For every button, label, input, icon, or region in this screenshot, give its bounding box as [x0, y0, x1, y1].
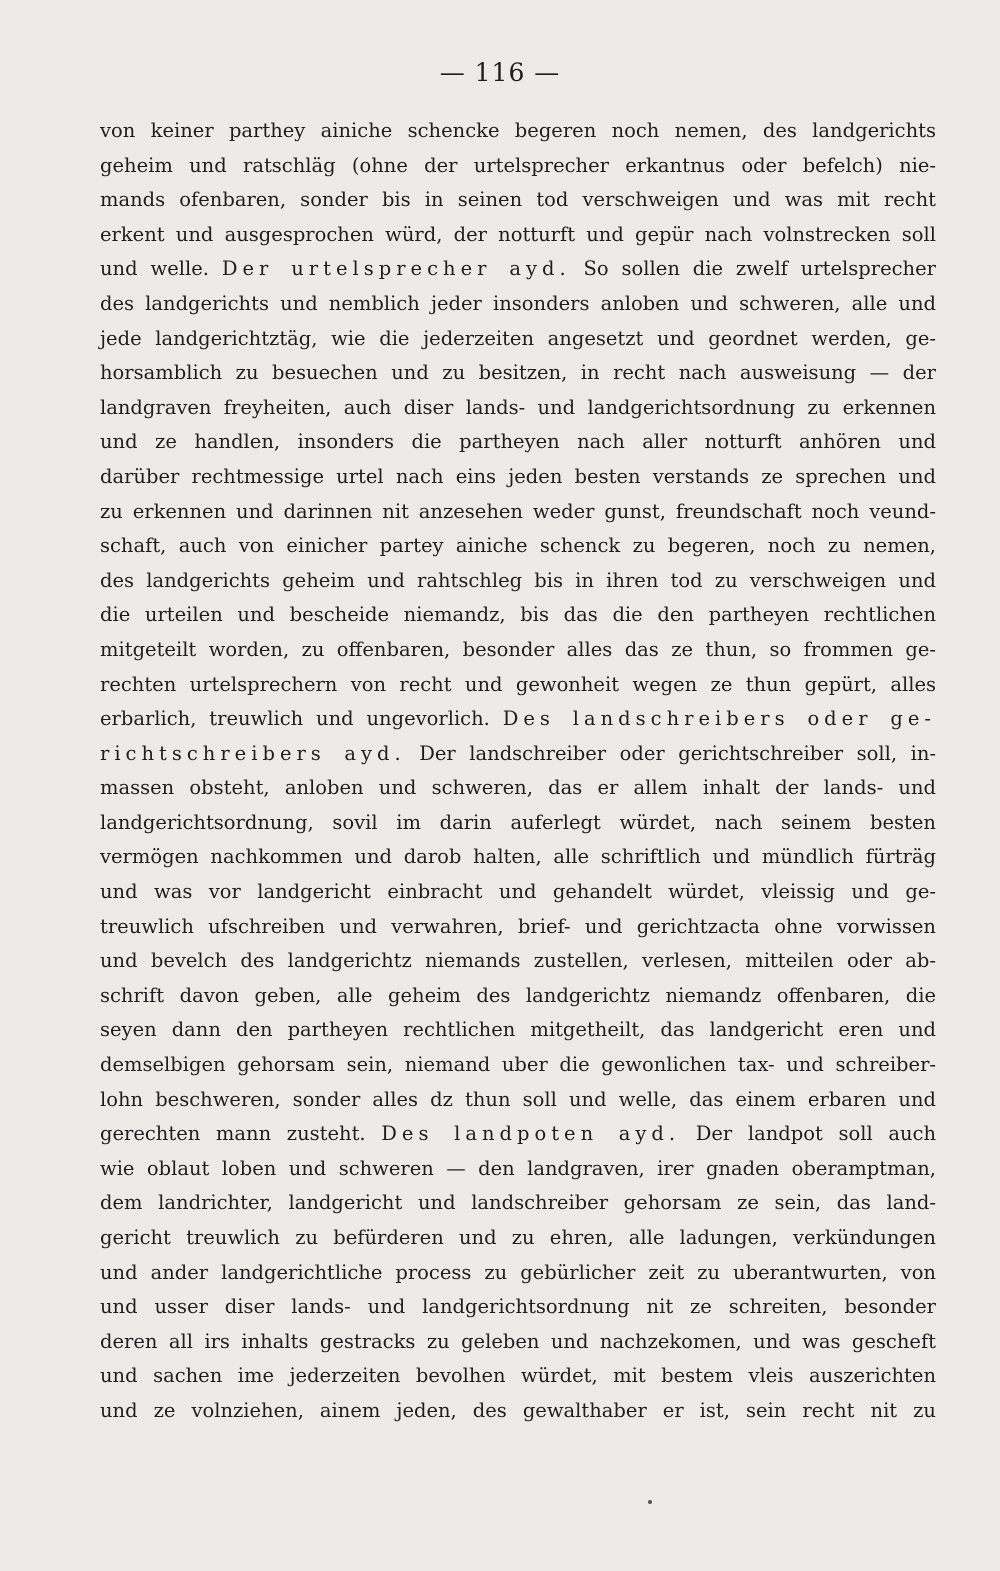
text-segment: mitgeteilt worden, zu offenbaren, besonder alles das ze thun, so frommen ge- [100, 637, 936, 661]
text-segment: demselbigen gehorsam sein, niemand uber die gewonlichen tax- und schreiber- [100, 1053, 936, 1077]
text-line [100, 252, 936, 287]
text-segment: wie oblaut loben und schweren — den landgraven, irer gnaden oberamptman, [100, 1156, 936, 1180]
text-segment: und ander landgerichtliche process zu gebürlicher zeit zu uberantwurten, von [100, 1260, 936, 1284]
text-segment: und sachen ime jederzeiten bevolhen würdet, mit bestem vleis auszerichten [100, 1364, 936, 1388]
text-line [100, 1117, 936, 1152]
text-line [100, 1290, 936, 1325]
text-line [100, 564, 936, 599]
text-line [100, 495, 936, 530]
spaced-heading: Des landschreibers oder ge- [502, 707, 936, 731]
text-segment: massen obsteht, anloben und schweren, das er allem inhalt der lands- und [100, 776, 936, 800]
text-segment: dem landrichter, landgericht und landschreiber gehorsam ze sein, das land- [100, 1191, 936, 1215]
text-segment: landgerichtsordnung, sovil im darin auferlegt würdet, nach seinem besten [100, 810, 936, 834]
text-line [100, 1359, 936, 1394]
print-speck [648, 1500, 652, 1504]
text-segment: seyen dann den partheyen rechtlichen mitgetheilt, das landgericht eren und [100, 1018, 936, 1042]
text-line [100, 737, 936, 772]
text-line [100, 1083, 936, 1118]
text-line [100, 1325, 936, 1360]
text-line [100, 1152, 936, 1187]
text-segment: landgraven freyheiten, auch diser lands- und landgerichtsordnung zu erkennen [100, 395, 936, 419]
text-line [100, 391, 936, 426]
spaced-heading: richtschreibers ayd. [100, 741, 406, 765]
text-line [100, 1394, 936, 1429]
text-line [100, 633, 936, 668]
text-line [100, 771, 936, 806]
text-segment: und bevelch des landgerichtz niemands zustellen, verlesen, mitteilen oder ab- [100, 949, 936, 973]
text-segment: Der landschreiber oder gerichtschreiber soll, in- [405, 741, 936, 765]
text-segment: des landgerichts und nemblich jeder insonders anloben und schweren, alle und [100, 291, 936, 315]
text-line [100, 1186, 936, 1221]
text-line [100, 1048, 936, 1083]
text-line [100, 322, 936, 357]
text-segment: und ze handlen, insonders die partheyen nach aller notturft anhören und [100, 430, 936, 454]
text-segment: und was vor landgericht einbracht und gehandelt würdet, vleissig und ge- [100, 880, 936, 904]
text-segment: und usser diser lands- und landgerichtsordnung nit ze schreiten, besonder [100, 1295, 936, 1319]
text-segment: rechten urtelsprechern von recht und gewonheit wegen ze thun gepürt, alles [100, 672, 936, 696]
text-line [100, 1221, 936, 1256]
text-segment: erbarlich, treuwlich und ungevorlich. [100, 707, 503, 731]
text-line [100, 529, 936, 564]
text-line [100, 702, 936, 737]
text-segment: gericht treuwlich zu befürderen und zu ehren, alle ladungen, verkündungen [100, 1226, 936, 1249]
text-segment: erkent und ausgesprochen würd, der notturft und gepür nach volnstrecken soll [100, 222, 936, 246]
body-text [100, 114, 936, 1429]
text-segment: So sollen die zwelf urtelsprecher [570, 257, 936, 281]
text-line [100, 806, 936, 841]
text-segment: deren all irs inhalts gestracks zu geleben und nachzekomen, und was gescheft [100, 1329, 936, 1353]
text-segment: gerechten mann zusteht. [100, 1122, 382, 1146]
spaced-heading: Der urtelsprecher ayd. [221, 257, 571, 281]
text-line [100, 425, 936, 460]
text-segment: jede landgerichtztäg, wie die jederzeiten angesetzt und geordnet werden, ge- [100, 326, 936, 350]
text-line [100, 287, 936, 322]
text-line [100, 979, 936, 1014]
text-line [100, 356, 936, 391]
text-segment: des landgerichts geheim und rahtschleg bis in ihren tod zu verschweigen und [100, 568, 936, 592]
text-line [100, 668, 936, 703]
text-segment: und ze volnziehen, ainem jeden, des gewalthaber er ist, sein recht nit zu [100, 1398, 936, 1422]
text-line [100, 598, 936, 633]
text-segment: lohn beschweren, sonder alles dz thun soll und welle, das einem erbaren und [100, 1087, 936, 1111]
text-segment: von keiner parthey ainiche schencke begeren noch nemen, des landgerichts [100, 119, 936, 142]
text-segment: geheim und ratschläg (ohne der urtelsprecher erkantnus oder befelch) nie- [100, 153, 936, 177]
page-number: — 116 — [439, 58, 561, 87]
text-line [100, 218, 936, 253]
text-segment: horsamblich zu besuechen und zu besitzen, in recht nach ausweisung — der [100, 361, 936, 385]
text-line [100, 114, 936, 149]
text-segment: Der landpot soll auch [680, 1122, 936, 1146]
text-line [100, 1256, 936, 1291]
text-line [100, 840, 936, 875]
text-segment: darüber rechtmessige urtel nach eins jeden besten verstands ze sprechen und [100, 464, 936, 488]
text-line [100, 944, 936, 979]
text-segment: und welle. [100, 257, 222, 281]
text-segment: die urteilen und bescheide niemandz, bis das die den partheyen rechtlichen [100, 603, 936, 627]
text-segment: vermögen nachkommen und darob halten, alle schriftlich und mündlich fürträg [100, 845, 936, 869]
text-segment: schaft, auch von einicher partey ainiche schenck zu begeren, noch zu nemen, [100, 534, 936, 558]
text-segment: mands ofenbaren, sonder bis in seinen tod verschweigen und was mit recht [100, 188, 936, 212]
spaced-heading: Des landpoten ayd. [381, 1122, 681, 1146]
text-segment: zu erkennen und darinnen nit anzesehen weder gunst, freundschaft noch veund- [100, 499, 936, 523]
text-segment: treuwlich ufschreiben und verwahren, brief- und gerichtzacta ohne vorwissen [100, 914, 936, 938]
text-line [100, 149, 936, 184]
text-line [100, 183, 936, 218]
text-line [100, 875, 936, 910]
text-line [100, 1013, 936, 1048]
text-segment: schrift davon geben, alle geheim des landgerichtz niemandz offenbaren, die [100, 983, 936, 1007]
text-line [100, 910, 936, 945]
text-line [100, 460, 936, 495]
